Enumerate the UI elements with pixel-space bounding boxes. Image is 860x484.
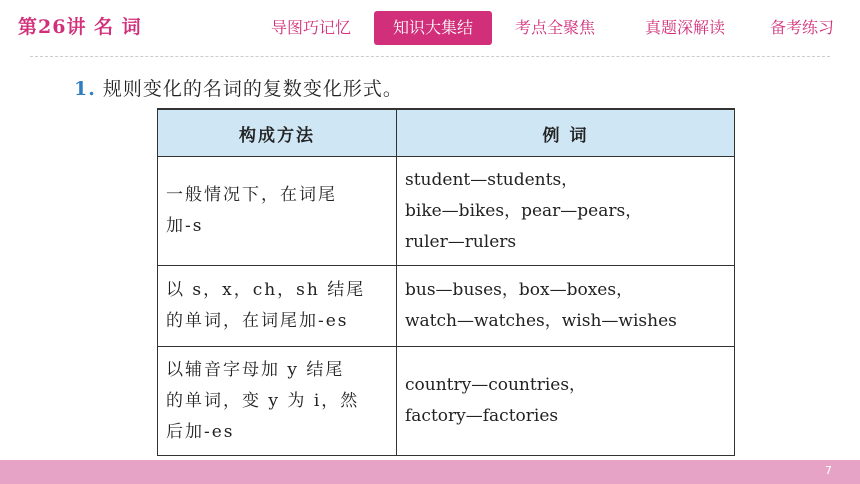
top-bar [0, 0, 860, 48]
example-cell [397, 266, 735, 347]
section-number: 1. [74, 78, 96, 100]
method-line: 的单词，变 y 为 i，然 [166, 390, 360, 411]
tab-real-questions[interactable]: 真题深解读 [644, 18, 725, 37]
nav-tabs [0, 11, 860, 45]
example-line: bike—bikes，pear—pears， [405, 200, 643, 221]
plural-rules-table [157, 108, 735, 456]
method-cell [158, 157, 397, 266]
tab-knowledge[interactable]: 知识大集结 [374, 11, 492, 45]
section-title: 规则变化的名词的复数变化形式。 [102, 78, 403, 100]
column-header-examples: 例 词 [397, 109, 735, 157]
method-cell [158, 347, 397, 456]
method-cell [158, 266, 397, 347]
method-line: 的单词，在词尾加-es [166, 311, 349, 331]
tab-mind-map[interactable]: 导图巧记忆 [270, 18, 351, 37]
header-divider [30, 56, 830, 58]
example-line: watch—watches，wish—wishes [405, 311, 677, 331]
section-heading [74, 74, 403, 101]
example-cell [397, 157, 735, 266]
example-line: country—countries， [405, 375, 587, 395]
method-line: 一般情况下，在词尾 [166, 185, 337, 205]
page-number: 7 [825, 464, 832, 477]
example-cell [397, 347, 735, 456]
method-line: 后加-es [166, 421, 235, 442]
footer-bar [0, 460, 860, 484]
example-line: bus—buses，box—boxes， [405, 280, 634, 300]
method-line: 以辅音字母加 y 结尾 [166, 359, 345, 380]
column-header-method: 构成方法 [158, 109, 397, 157]
method-line: 加-s [166, 216, 204, 236]
table-row [158, 157, 735, 266]
lesson-title: 第26讲 名 词 [18, 16, 142, 38]
tab-practice[interactable]: 备考练习 [769, 18, 834, 37]
tab-key-points[interactable]: 考点全聚焦 [514, 18, 595, 37]
table-row [158, 347, 735, 456]
example-line: ruler—rulers [405, 231, 517, 252]
example-line: factory—factories [405, 406, 559, 426]
example-line: student—students， [405, 169, 579, 190]
method-line: 以 s，x，ch，sh 结尾 [166, 280, 366, 300]
table-row [158, 266, 735, 347]
